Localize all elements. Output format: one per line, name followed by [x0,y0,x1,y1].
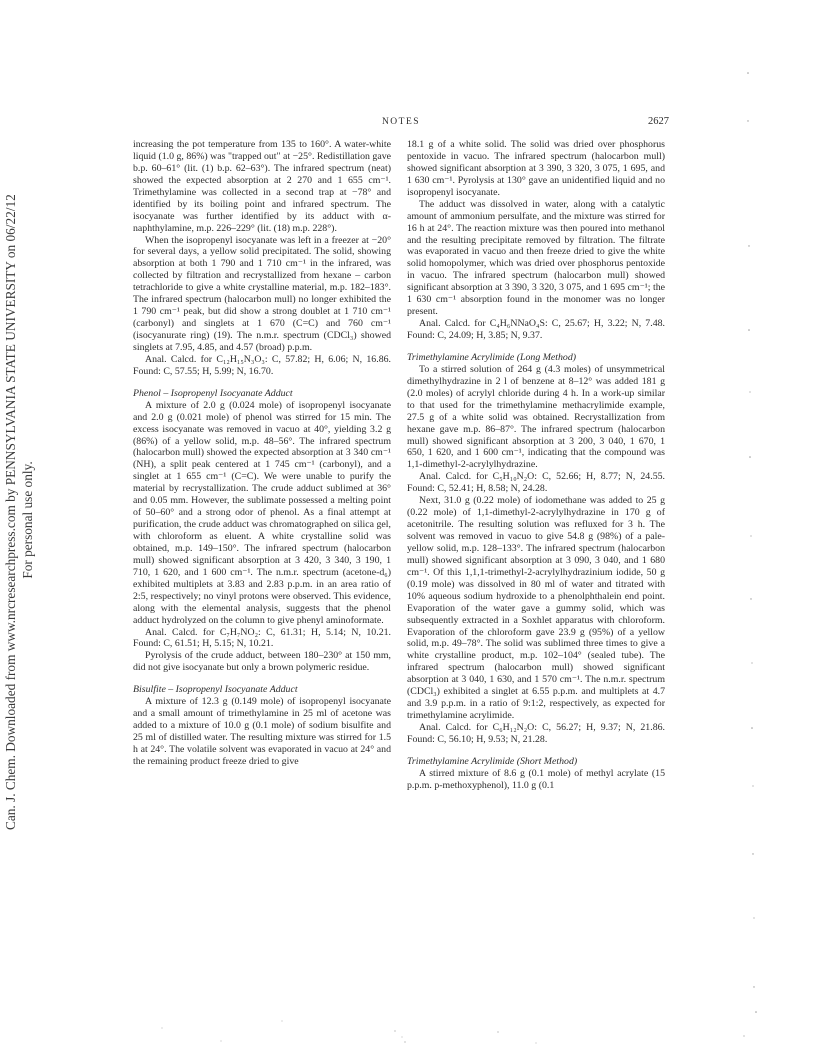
paragraph: Next, 31.0 g (0.22 mole) of iodomethane was added to 25 g (0.22 mole) of 1,1-dimethyl-2-acrylylhydrazine in 170 g of acetonitrile. The resulting solution was refluxed for 3 h. The solvent was removed in vacuo to give 54.8 g (98%) of a pale-yellow solid, m.p. 128–133°. The infrared spectrum (halocarbon mull) showed significant absorption at 3 090, 3 040, and 1 680 cm⁻¹. Of this 1,1,1-trimethyl-2-acrylylhydrazinium iodide, 50 g (0.19 mole) was dissolved in 80 ml of water and titrated with 10% aqueous sodium hydroxide to a phenolphthalein end point. Evaporation of the water gave a gummy solid, which was subsequently extracted in a Soxhlet apparatus with chloroform. Evaporation of the chloroform gave 23.9 g (95%) of a yellow solid, m.p. 49–78°. The solid was sublimed three times to give a white crystalline product, m.p. 102–104° (sealed tube). The infrared spectrum (halocarbon mull) showed significant absorption at 3 040, 1 630, and 1 570 cm⁻¹. The n.m.r. spectrum (CDCl₃) exhibited a singlet at 6.55 p.p.m. and multiplets at 4.7 and 3.9 p.p.m. in a ratio of 9:1:2, respectively, as expected for trimethylamine acrylimide. [407,495,665,722]
section-heading: Phenol – Isopropenyl Isocyanate Adduct [133,387,293,399]
paragraph: To a stirred solution of 264 g (4.3 moles) of unsymmetrical dimethylhydrazine in 2 l of benzene at 8–12° was added 181 g (2.0 moles) of acrylyl chloride during 4 h. In a work-up similar to that used for the trimethylamine methacrylimide example, 27.5 g of a white solid was obtained. Recrystallization from hexane gave m.p. 86–87°. The infrared spectrum (halocarbon mull) showed significant absorption at 3 200, 3 040, 1 670, 1 650, 1 620, and 1 600 cm⁻¹, indicating that the compound was 1,1-dimethyl-2-acrylylhydrazine. [407,363,665,471]
watermark-line-1: Can. J. Chem. Downloaded from www.nrcresearchpress.com by PENNSYLVANIA STATE UNIVERSITY on 06/22/12 [3,194,18,830]
page-number: 2627 [648,116,669,127]
paragraph: Anal. Calcd. for C₆H₁₂N₂O: C, 56.27; H, 9.37; N, 21.86. Found: C, 56.10; H, 9.53; N, 21.28. [407,722,665,745]
watermark-line-2: For personal use only. [20,461,35,579]
section-heading: Bisulfite – Isopropenyl Isocyanate Adduct [133,684,298,696]
paragraph: When the isopropenyl isocyanate was left in a freezer at −20° for several days, a yellow solid precipitated. The solid, showing absorption at both 1 790 and 1 710 cm⁻¹ in the infrared, was collected by filtration and recrystallized from hexane – carbon tetrachloride to give a white crystalline material, m.p. 182–183°. The infrared spectrum (halocarbon mull) no longer exhibited the 1 790 cm⁻¹ peak, but did show a strong doublet at 1 710 cm⁻¹ (carbonyl) and singlets at 1 670 (C=C) and 760 cm⁻¹ (isocyanurate ring) (19). The n.m.r. spectrum (CDCl₃) showed singlets at 7.95, 4.85, and 4.57 (broad) p.p.m. [133,234,391,353]
paragraph: increasing the pot temperature from 135 to 160°. A water-white liquid (1.0 g, 86%) was "trapped out" at −25°. Redistillation gave b.p. 60–61° (lit. (1) b.p. 62–63°). The infrared spectrum (neat) showed the expected absorption at 2 270 and 1 655 cm⁻¹. Trimethylamine was collected in a second trap at −78° and identified by its boiling point and infrared spectrum. The isocyanate was further identified by its adduct with α-naphthylamine, m.p. 226–229° (lit. (18) m.p. 228°). [133,139,391,234]
paragraph: Pyrolysis of the crude adduct, between 180–230° at 150 mm, did not give isocyanate but only a brown polymeric residue. [133,650,391,674]
paragraph: Anal. Calcd. for C₅H₁₀N₂O: C, 52.66; H, 8.77; N, 24.55. Found: C, 52.41; H, 8.58; N, 24.28. [407,471,665,495]
section-heading: Trimethylamine Acrylimide (Long Method) [407,351,577,363]
left-text-column [133,139,391,768]
running-head [133,117,669,131]
right-text-column [407,139,665,792]
paragraph: Anal. Calcd. for C₇H₇NO₂: C, 61.31; H, 5.14; N, 10.21. Found: C, 61.51; H, 5.15; N, 10.21. [133,626,391,650]
download-watermark [2,194,42,830]
paragraph: A mixture of 2.0 g (0.024 mole) of isopropenyl isocyanate and 2.0 g (0.021 mole) of phenol was stirred for 15 min. The excess isocyanate was removed in vacuo at 40°, yielding 3.2 g (86%) of a yellow solid, m.p. 48–56°. The infrared spectrum (halocarbon mull) showed the expected absorption at 3 340 cm⁻¹ (NH), a split peak centered at 1 745 cm⁻¹ (carbonyl), and a singlet at 1 655 cm⁻¹ (C=C). We were unable to purify the material by recrystallization. The crude adduct sublimed at 36° and 0.05 mm. However, the sublimate possessed a melting point of 50–60° and a strong odor of phenol. As a final attempt at purification, the crude adduct was chromatographed on silica gel, with chloroform as eluent. A white crystalline solid was obtained, m.p. 149–150°. The infrared spectrum (halocarbon mull) showed significant absorption at 3 420, 3 340, 3 190, 1 710, 1 620, and 1 600 cm⁻¹. The n.m.r. spectrum (acetone-d₆) exhibited multiplets at 3.83 and 2.83 p.p.m. in an area ratio of 2:5, respectively; no vinyl protons were observed. This evidence, along with the elemental analysis, suggests that the phenol adduct hydrolyzed on the column to give phenyl aminoformate. [133,399,391,626]
paragraph: A stirred mixture of 8.6 g (0.1 mole) of methyl acrylate (15 p.p.m. p-methoxyphenol), 11.0 g (0.1 [407,767,665,791]
paragraph: 18.1 g of a white solid. The solid was dried over phosphorus pentoxide in vacuo. The infrared spectrum (halocarbon mull) showed significant absorption at 3 390, 3 320, 3 075, 1 695, and 1 630 cm⁻¹. Pyrolysis at 130° gave an unidentified liquid and no isopropenyl isocyanate. [407,139,665,198]
section-heading: Trimethylamine Acrylimide (Short Method) [407,755,578,767]
paragraph: A mixture of 12.3 g (0.149 mole) of isopropenyl isocyanate and a small amount of trimethylamine in 25 ml of acetone was added to a mixture of 10.0 g (0.1 mole) of sodium bisulfite and 25 ml of distilled water. The resulting mixture was stirred for 1.5 h at 24°. The volatile solvent was evaporated in vacuo at 24° and the remaining product freeze dried to give [133,696,391,767]
running-title: NOTES [381,117,421,127]
paragraph: Anal. Calcd. for C₄H₆NNaO₄S: C, 25.67; H, 3.22; N, 7.48. Found: C, 24.09; H, 3.85; N, 9.37. [407,318,665,341]
paragraph: The adduct was dissolved in water, along with a catalytic amount of ammonium persulfate, and the mixture was stirred for 16 h at 24°. The reaction mixture was then poured into methanol and the resulting precipitate removed by filtration. The filtrate was evaporated in vacuo and then freeze dried to give the white solid homopolymer, which was dried over phosphorus pentoxide in vacuo. The infrared spectrum (halocarbon mull) showed significant absorption at 3 390, 3 320, 3 075, and 1 695 cm⁻¹; the 1 630 cm⁻¹ absorption found in the monomer was no longer present. [407,198,665,318]
paragraph: Anal. Calcd. for C₁₂H₁₅N₃O₃: C, 57.82; H, 6.06; N, 16.86. Found: C, 57.55; H, 5.99; N, 16.70. [133,353,391,377]
